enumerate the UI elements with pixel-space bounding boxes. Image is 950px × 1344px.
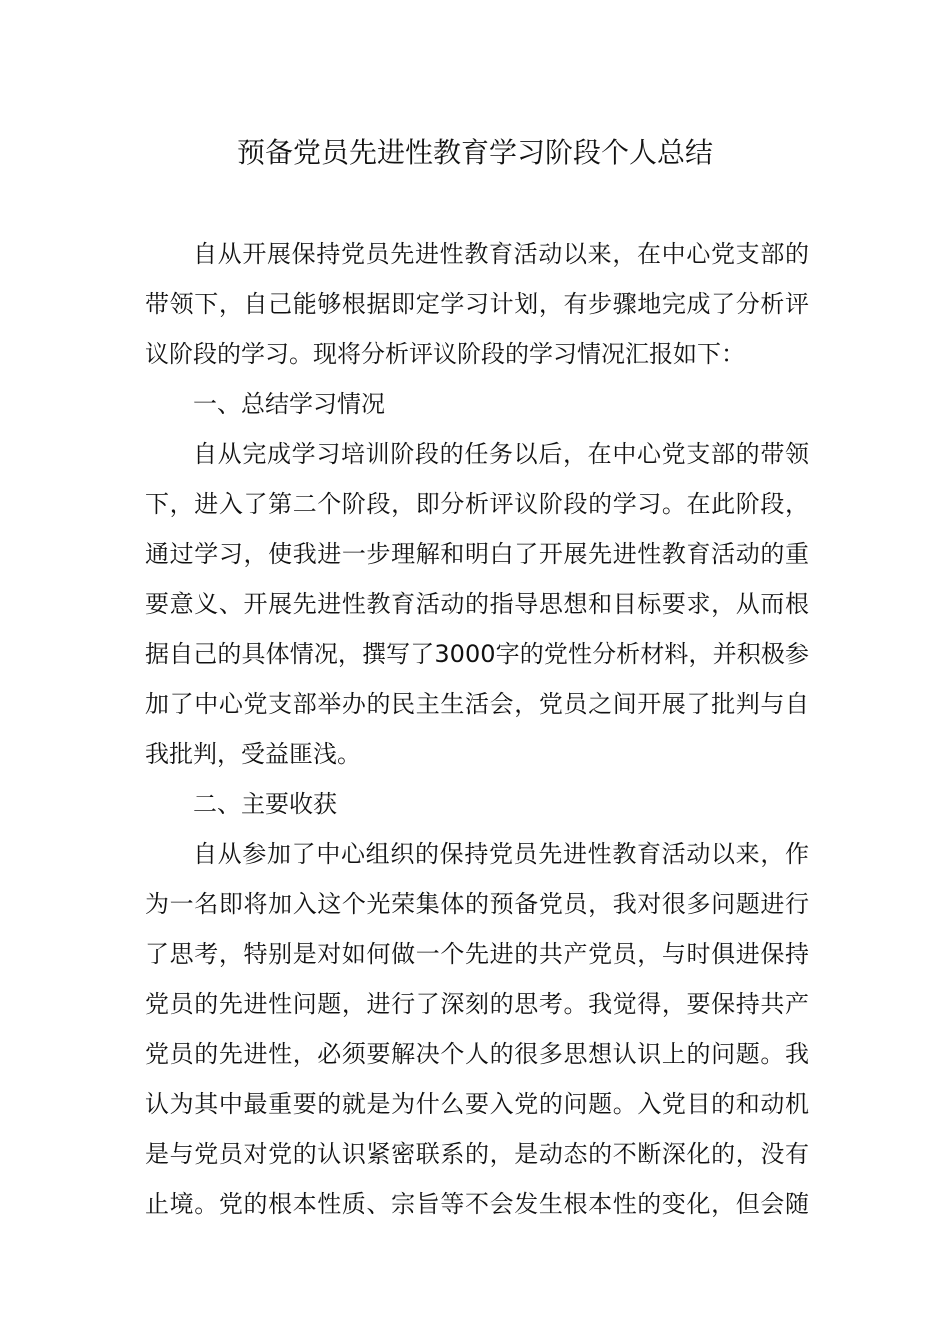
text-line: 党员的先进性，必须要解决个人的很多思想认识上的问题。我	[145, 1040, 809, 1068]
text-line: 二、主要收获	[193, 790, 337, 818]
text-line: 一、总结学习情况	[193, 390, 385, 418]
text-line: 为一名即将加入这个光荣集体的预备党员，我对很多问题进行	[145, 890, 809, 918]
text-line: 通过学习，使我进一步理解和明白了开展先进性教育活动的重	[145, 540, 809, 568]
document-title: 预备党员先进性教育学习阶段个人总结	[236, 136, 713, 169]
text-line: 党员的先进性问题，进行了深刻的思考。我觉得，要保持共产	[145, 990, 809, 1018]
text-line: 下，进入了第二个阶段，即分析评议阶段的学习。在此阶段，	[145, 490, 809, 518]
text-line: 是与党员对党的认识紧密联系的，是动态的不断深化的，没有	[145, 1140, 809, 1168]
text-line: 据自己的具体情况，撰写了3000字的党性分析材料，并积极参	[145, 640, 809, 668]
text-line: 止境。党的根本性质、宗旨等不会发生根本性的变化，但会随	[145, 1190, 809, 1218]
text-line: 了思考，特别是对如何做一个先进的共产党员，与时俱进保持	[145, 940, 809, 968]
text-line: 加了中心党支部举办的民主生活会，党员之间开展了批判与自	[145, 690, 809, 718]
document-body	[145, 229, 809, 1229]
text-line: 带领下，自己能够根据即定学习计划，有步骤地完成了分析评	[145, 290, 809, 318]
text-line: 我批判，受益匪浅。	[145, 740, 361, 768]
text-line: 自从完成学习培训阶段的任务以后，在中心党支部的带领	[193, 440, 809, 468]
text-line: 议阶段的学习。现将分析评议阶段的学习情况汇报如下：	[145, 340, 745, 368]
text-line: 要意义、开展先进性教育活动的指导思想和目标要求，从而根	[145, 590, 809, 618]
text-line: 自从参加了中心组织的保持党员先进性教育活动以来，作	[193, 840, 809, 868]
text-line: 认为其中最重要的就是为什么要入党的问题。入党目的和动机	[145, 1090, 809, 1118]
text-line: 自从开展保持党员先进性教育活动以来，在中心党支部的	[193, 240, 809, 268]
